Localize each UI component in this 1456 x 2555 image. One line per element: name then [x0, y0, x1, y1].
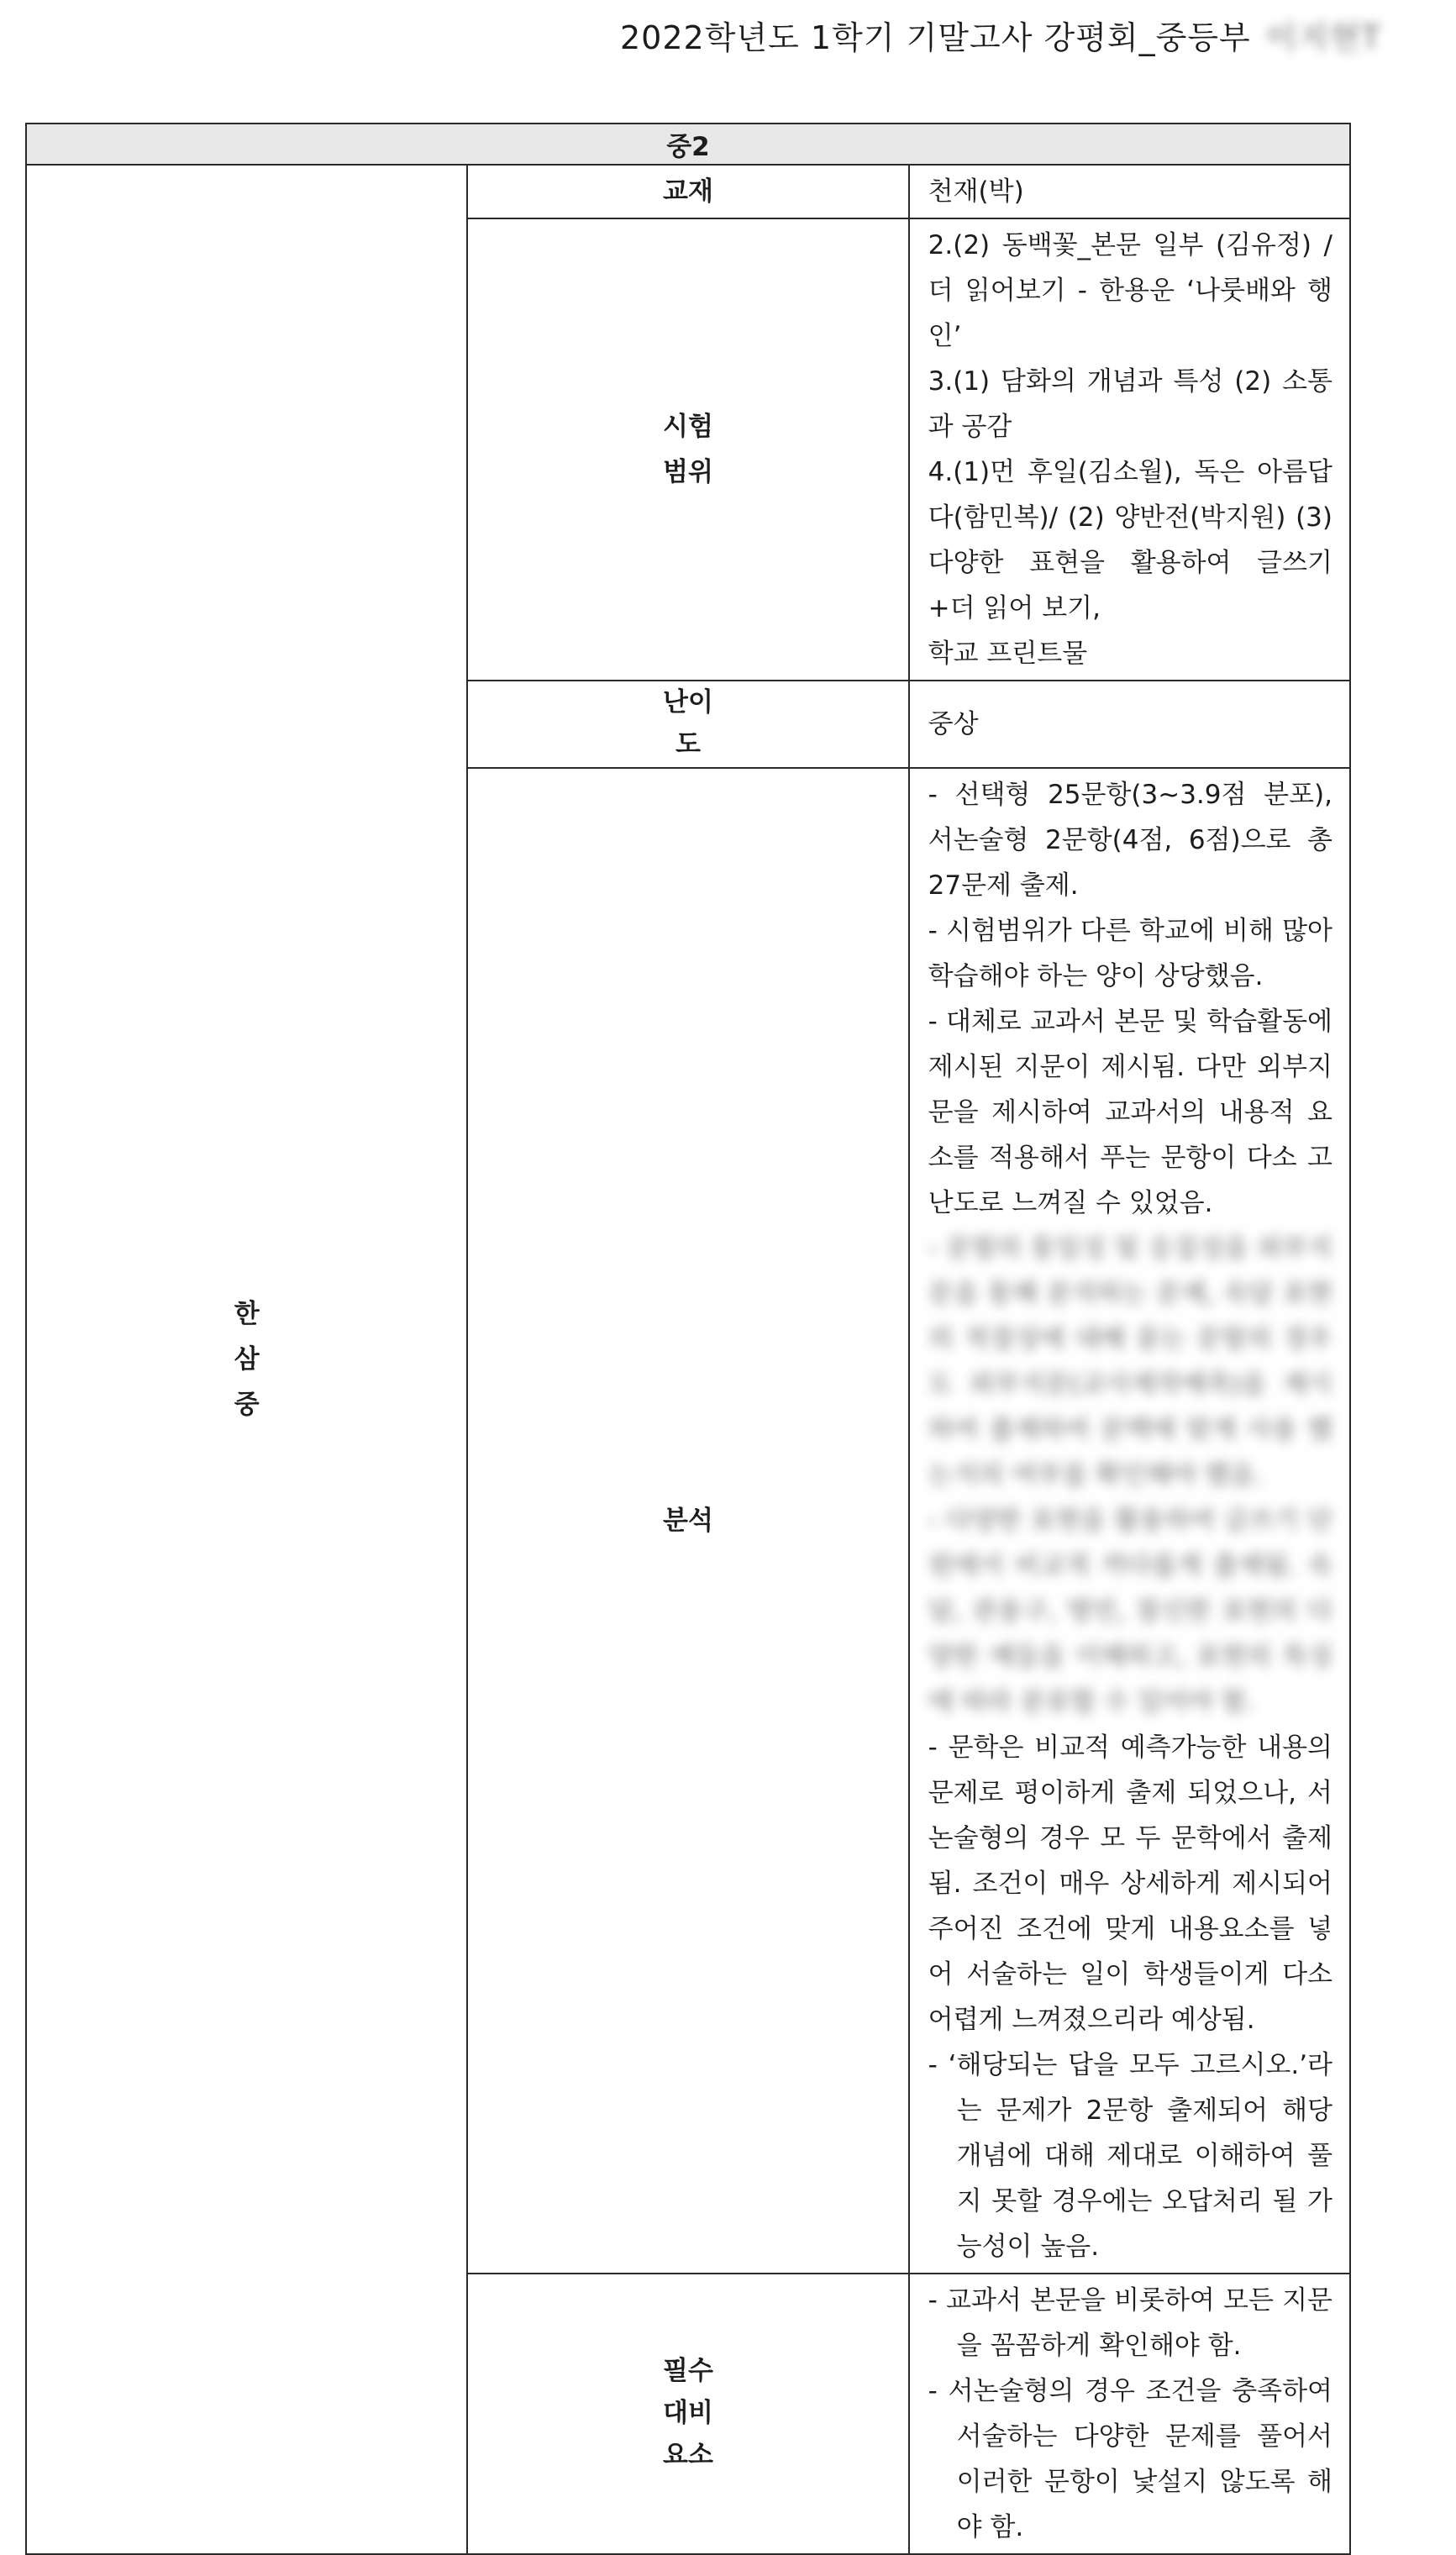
difficulty-label	[467, 681, 908, 768]
textbook-value: 천재(박)	[909, 165, 1350, 218]
preparation-paragraph: - 교과서 본문을 비롯하여 모든 지문을 꼼꼼하게 확인해야 함.	[928, 2285, 1332, 2361]
exam-range-line: 2.(2) 동백꽃_본문 일부 (김유정) / 더 읽어보기 - 한용운 ‘나룻배와 행인’	[928, 230, 1332, 351]
school-name: 한 삼 중	[234, 1299, 260, 1420]
exam-range-line: 3.(1) 담화의 개념과 특성 (2) 소통과 공감	[928, 366, 1332, 442]
preparation-paragraph: - 서논술형의 경우 조건을 충족하여 서술하는 다양한 문제를 풀어서 이러한 문항이 낯설지 않도록 해야 함.	[928, 2376, 1332, 2542]
textbook-label: 교재	[467, 165, 908, 218]
analysis-paragraph: - 시험범위가 다른 학교에 비해 많아 학습해야 하는 양이 상당했음.	[928, 916, 1332, 991]
exam-review-table	[25, 123, 1351, 2555]
analysis-paragraph: - 선택형 25문항(3~3.9점 분포), 서논술형 2문항(4점, 6점)으로 총 27문제 출제.	[928, 780, 1332, 901]
title-text: 2022학년도 1학기 기말고사 강평회_중등부	[620, 19, 1251, 56]
school-name-cell	[26, 165, 467, 2554]
analysis-label: 분석	[467, 768, 908, 2274]
difficulty-label-text: 난이 도	[663, 687, 713, 760]
preparation-content	[909, 2274, 1350, 2554]
analysis-blurred-paragraph: - 문항의 통일성 및 응집성을 외부지문을 통해 분석하는 문제, 속담 표현의 적절성에 대해 묻는 문항의 경우도 외부지문(교사제작예측)을 제시하여 출제하여 문맥에 맞게 사용 했는지의 여부를 확인해야 했음.	[928, 1233, 1332, 1490]
exam-range-label-text: 시험 범위	[663, 412, 713, 487]
analysis-content	[909, 768, 1350, 2274]
analysis-paragraph: - 문학은 비교적 예측가능한 내용의 문제로 평이하게 출제 되었으나, 서논술형의 경우 모 두 문학에서 출제됨. 조건이 매우 상세하게 제시되어 주어진 조건에 맞게 내용요소를 넣어 서술하는 일이 학생들이게 다소 어렵게 느껴졌으리라 예상됨.	[928, 1732, 1332, 2035]
analysis-blurred-paragraph: - 다양한 표현을 활용하여 글쓰기 단원에서 비교적 까다롭게 출제됨. 속담, 관용구, 명언, 참신한 표현의 다양한 예들을 이해하고, 표현의 특성에 따라 분류할 수 있어야 함.	[928, 1506, 1332, 1717]
preparation-label-text: 필수 대비 요소	[663, 2356, 713, 2470]
redacted-author-name: 이지현T	[1265, 19, 1382, 56]
grade-header: 중2	[26, 124, 1350, 165]
preparation-label	[467, 2274, 908, 2554]
analysis-paragraph: - 대체로 교과서 본문 및 학습활동에 제시된 지문이 제시됨. 다만 외부지문을 제시하여 교과서의 내용적 요소를 적용해서 푸는 문항이 다소 고난도로 느껴질 수 있었음.	[928, 1007, 1332, 1218]
document-title	[620, 12, 1381, 58]
exam-range-line: 4.(1)먼 후일(김소월), 독은 아름답다(함민복)/ (2) 양반전(박지원) (3) 다양한 표현을 활용하여 글쓰기 +더 읽어 보기,	[928, 457, 1332, 623]
analysis-paragraph: - ‘해당되는 답을 모두 고르시오.’라는 문제가 2문항 출제되어 해당 개념에 대해 제대로 이해하여 풀지 못할 경우에는 오답처리 될 가능성이 높음.	[928, 2050, 1332, 2262]
grade-header-row	[26, 124, 1350, 165]
textbook-row	[26, 165, 1350, 218]
difficulty-value: 중상	[909, 681, 1350, 768]
exam-range-line: 학교 프린트물	[928, 639, 1088, 669]
exam-range-content	[909, 218, 1350, 681]
exam-range-label	[467, 218, 908, 681]
